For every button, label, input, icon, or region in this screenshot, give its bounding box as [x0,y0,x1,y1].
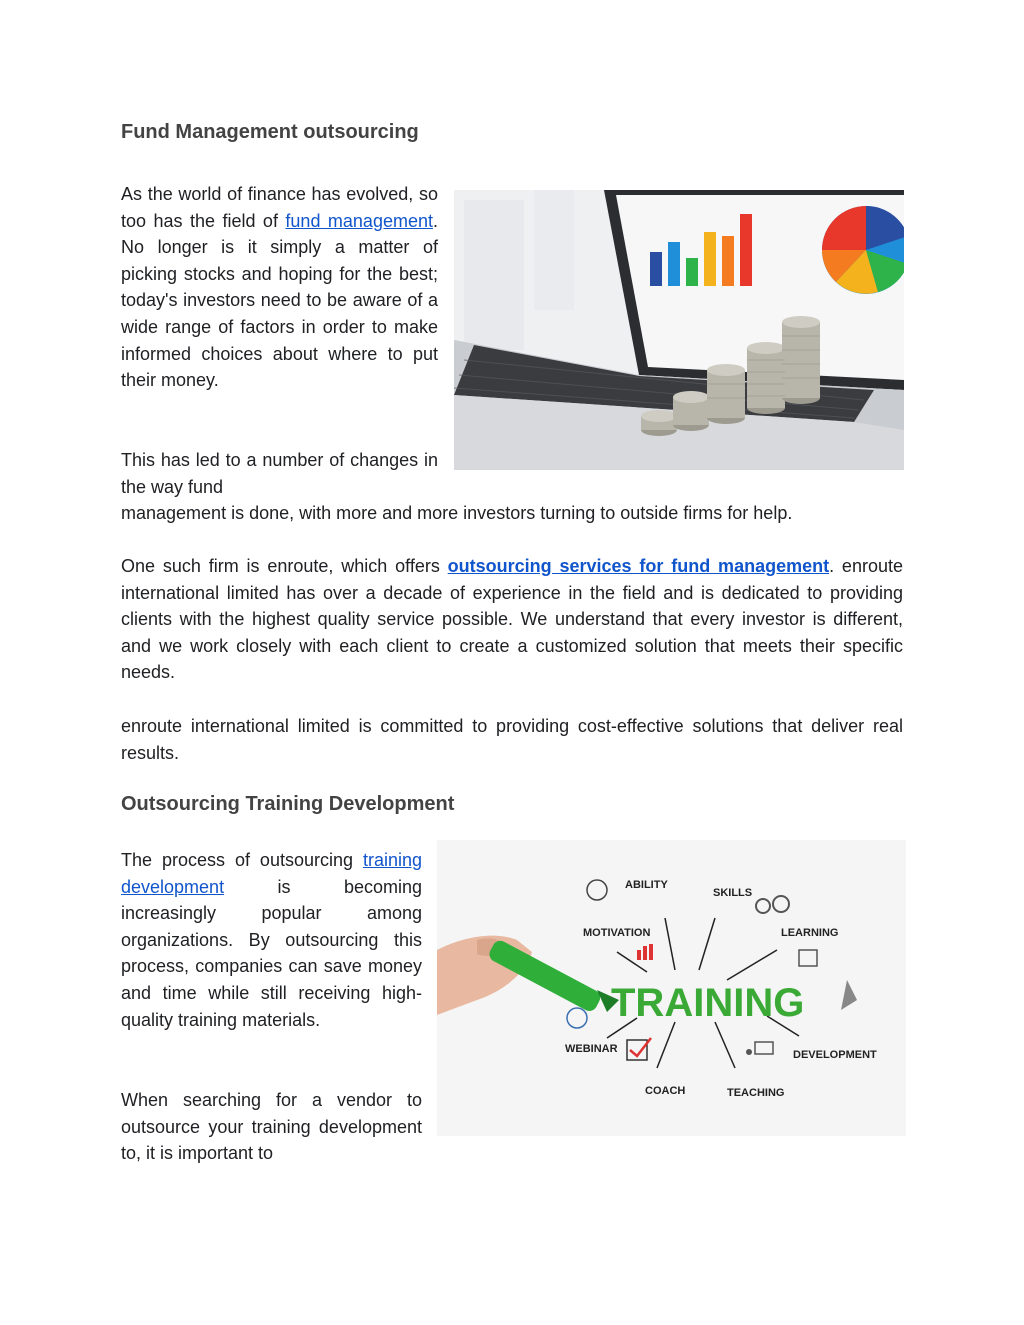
outsourcing-services-link[interactable]: outsourcing services for fund management [447,556,830,576]
laptop-coins-illustration [454,190,904,470]
training-label-development: DEVELOPMENT [793,1049,877,1061]
training-label-teaching: TEACHING [727,1087,785,1099]
training-intro-text-cont: is becoming increasingly popular among organizations. By outsourcing this process, companies can save money and time while still receiving high-quality training materials. [121,876,422,1030]
training-label-motivation: MOTIVATION [583,927,651,939]
commitment-paragraph: enroute international limited is committed to providing cost-effective solutions that deliver real results. [121,716,903,763]
enroute-text: One such firm is enroute, which offers [121,556,448,576]
fund-management-heading: Fund Management outsourcing [121,121,419,143]
training-illustration [437,840,906,1136]
training-intro-text: The process of outsourcing [121,850,363,870]
training-intro-paragraph [121,847,422,1033]
training-label-webinar: WEBINAR [565,1043,618,1055]
fund-intro-text: As the world of finance has evolved, so too has the field of [121,184,438,231]
changes-text-start: This has led to a number of changes in the way fund [121,450,438,497]
training-development-link[interactable]: training development [121,850,422,897]
training-label-coach: COACH [645,1085,686,1097]
training-heading: Outsourcing Training Development [121,793,455,815]
laptop-coins-photo [454,190,904,470]
enroute-paragraph [121,553,903,686]
changes-text-end: management is done, with more and more investors turning to outside firms for help. [121,503,793,524]
training-concept-photo [437,840,906,1136]
vendor-paragraph: When searching for a vendor to outsource your training development to, it is important to [121,1090,422,1164]
training-center-word: TRAINING [611,981,805,1025]
training-label-ability: ABILITY [625,879,668,891]
enroute-text-cont: . enroute international limited has over a decade of experience in the field and is dedicated to providing clients with the highest quality service possible. We understand that every investor is different, and we work closely with each client to create a customized solution that meets their specific needs. [121,556,903,683]
fund-management-link[interactable]: fund management [285,210,433,231]
training-label-learning: LEARNING [781,927,839,939]
training-label-skills: SKILLS [713,887,753,899]
fund-intro-paragraph [121,181,438,394]
fund-intro-text-cont: . No longer is it simply a matter of picking stocks and hoping for the best; today's investors need to be aware of a wide range of factors in order to make informed choices about where to put their money. [121,210,438,391]
